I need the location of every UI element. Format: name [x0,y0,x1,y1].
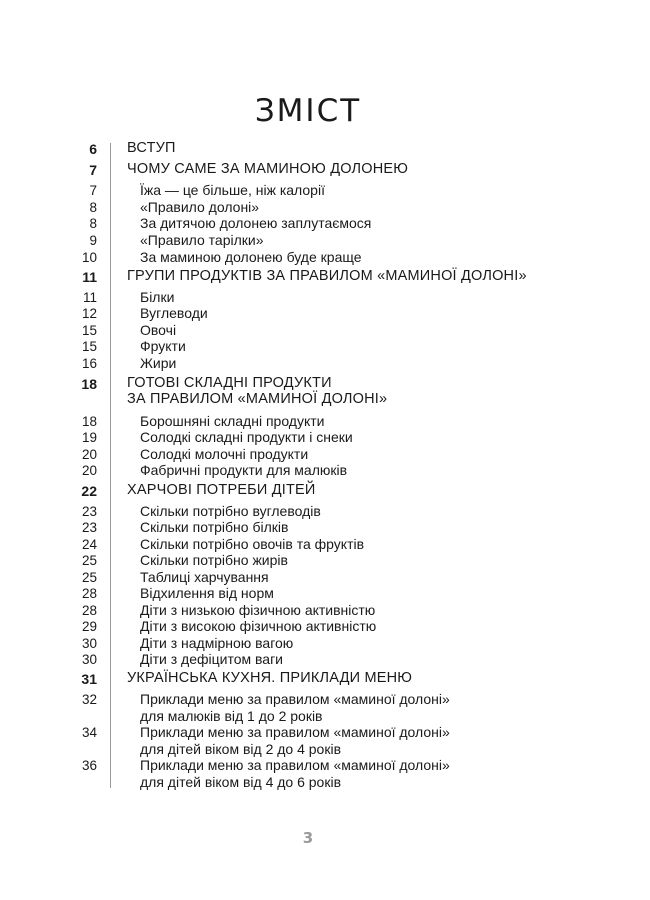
toc-subsection-title[interactable]: Фабричні продукти для малюків [140,462,348,478]
toc-page-number: 7 [89,183,97,198]
toc-subsection-title[interactable]: для малюків від 1 до 2 років [140,707,323,724]
toc-page-number: 24 [81,537,97,552]
toc-subsection-title[interactable]: Діти з дефіцитом ваги [140,651,283,667]
toc-page-number: 28 [81,603,97,618]
toc-subsection-title[interactable]: Овочі [140,322,177,338]
toc-page-number: 8 [89,200,97,215]
toc-section-title[interactable]: ЗА ПРАВИЛОМ «МАМИНОЇ ДОЛОНІ» [127,391,388,407]
toc-page-number: 30 [81,652,97,667]
toc-section-title[interactable]: ГОТОВІ СКЛАДНІ ПРОДУКТИ [127,375,332,391]
toc-page-number: 25 [81,570,97,585]
toc-divider-line [110,143,111,788]
toc-page-number: 10 [81,250,97,265]
toc-page-number: 19 [81,430,97,445]
toc-subsection-title[interactable]: для дітей віком від 4 до 6 років [140,773,342,790]
toc-subsection-title[interactable]: для дітей віком від 2 до 4 років [140,740,342,757]
toc-subsection-title[interactable]: Білки [140,289,175,305]
toc-subsection-title[interactable]: Приклади меню за правилом «маминої долоні» [140,757,450,773]
toc-page-number: 23 [81,504,97,519]
toc-page-number: 11 [82,290,97,305]
toc-subsection-title[interactable]: Солодкі молочні продукти [140,446,309,462]
toc-page-number: 7 [89,162,97,178]
toc-subsection-title[interactable]: Таблиці харчування [140,569,269,585]
toc-page-number: 23 [81,520,97,535]
toc-subsection-title[interactable]: Солодкі складні продукти і снеки [140,429,353,445]
toc-page-number: 31 [81,671,97,687]
toc-page-number: 12 [81,306,97,321]
toc-page-number: 20 [81,463,97,478]
toc-page-number: 29 [81,619,97,634]
toc-section-title[interactable]: УКРАЇНСЬКА КУХНЯ. ПРИКЛАДИ МЕНЮ [127,670,413,686]
toc-page-number: 18 [81,414,97,429]
toc-section-title[interactable]: ВСТУП [127,140,176,156]
toc-page-number: 32 [81,692,97,707]
toc-section-title[interactable]: ХАРЧОВІ ПОТРЕБИ ДІТЕЙ [127,482,316,498]
toc-subsection-title[interactable]: «Правило долоні» [140,199,260,215]
toc-page-number: 30 [81,636,97,651]
toc-page-number: 20 [81,447,97,462]
page-number: 3 [302,829,314,847]
toc-subsection-title[interactable]: За маминою долонею буде краще [140,249,362,265]
toc-subsection-title[interactable]: Приклади меню за правилом «маминої долоні» [140,724,450,740]
toc-page-number: 22 [81,483,97,499]
toc-subsection-title[interactable]: Відхилення від норм [140,585,274,601]
toc-page-number: 9 [89,233,97,248]
toc-page-number: 15 [81,323,97,338]
toc-subsection-title[interactable]: Скільки потрібно білків [140,519,289,535]
toc-subsection-title[interactable]: Скільки потрібно овочів та фруктів [140,536,365,552]
toc-subsection-title[interactable]: Діти з високою фізичною активністю [140,618,377,634]
toc-subsection-title[interactable]: За дитячою долонею заплутаємося [140,215,372,231]
toc-subsection-title[interactable]: Приклади меню за правилом «маминої долоні» [140,691,450,707]
page-title: ЗМІСТ [254,93,362,129]
toc-page-number: 8 [89,216,97,231]
toc-page-number: 18 [81,376,97,392]
toc-subsection-title[interactable]: Скільки потрібно вуглеводів [140,503,321,519]
toc-page-number: 6 [89,141,97,157]
toc-subsection-title[interactable]: Скільки потрібно жирів [140,552,288,568]
toc-subsection-title[interactable]: Діти з низькою фізичною активністю [140,602,376,618]
toc-page-number: 16 [81,356,97,371]
toc-page-number: 11 [82,269,97,285]
toc-subsection-title[interactable]: Їжа — це більше, ніж калорії [140,182,325,198]
toc-subsection-title[interactable]: Фрукти [140,338,186,354]
toc-page-number: 36 [81,758,97,773]
toc-page-number: 15 [81,339,97,354]
toc-page-number: 28 [81,586,97,601]
toc-section-title[interactable]: ЧОМУ САМЕ ЗА МАМИНОЮ ДОЛОНЕЮ [127,161,409,177]
toc-page-number: 34 [81,725,97,740]
toc-subsection-title[interactable]: «Правило тарілки» [140,232,264,248]
toc-page-number: 25 [81,553,97,568]
toc-subsection-title[interactable]: Борошняні складні продукти [140,413,325,429]
toc-subsection-title[interactable]: Жири [140,355,177,371]
toc-subsection-title[interactable]: Діти з надмірною вагою [140,635,294,651]
toc-subsection-title[interactable]: Вуглеводи [140,305,208,321]
toc-section-title[interactable]: ГРУПИ ПРОДУКТІВ ЗА ПРАВИЛОМ «МАМИНОЇ ДОЛОНІ» [127,268,527,284]
